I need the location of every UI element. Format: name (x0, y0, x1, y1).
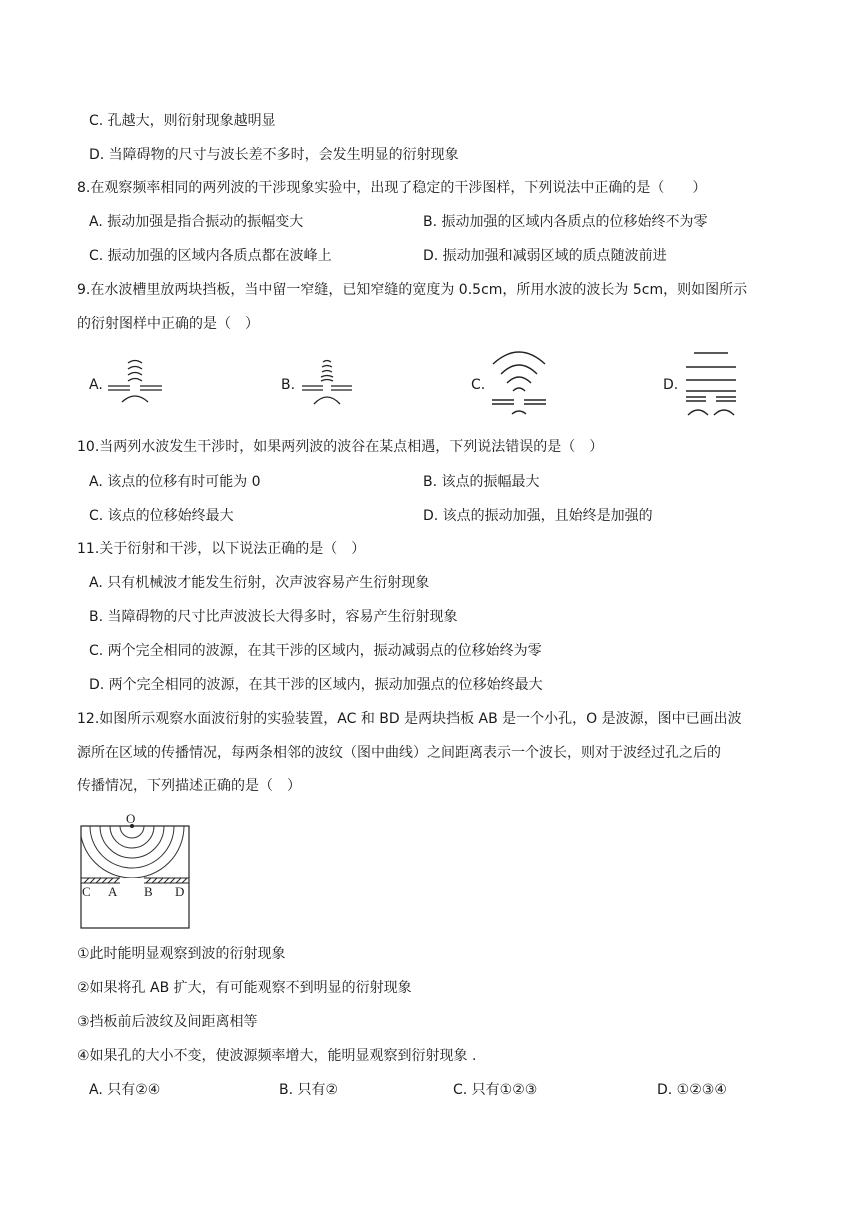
q12-stem-line3: 传播情况，下列描述正确的是（ ） (77, 778, 301, 794)
q10-option-c: C. 该点的位移始终最大 (89, 508, 234, 524)
q9-figure-b-label: B. (281, 377, 296, 393)
q8-stem: 8.在观察频率相同的两列波的干涉现象实验中，出现了稳定的干涉图样，下列说法中正确的是（ ） (77, 180, 707, 196)
q8-option-c: C. 振动加强的区域内各质点都在波峰上 (89, 248, 332, 264)
q9-figure-c (484, 340, 554, 420)
q7-option-c: C. 孔越大，则衍射现象越明显 (89, 113, 276, 129)
q9-stem-line2: 的衍射图样中正确的是（ ） (77, 316, 259, 332)
q12-option-c: C. 只有①②③ (453, 1082, 538, 1098)
q9-stem-line1: 9.在水波槽里放两块挡板，当中留一窄缝，已知窄缝的宽度为 0.5cm，所用水波的波长为 5cm，则如图所示 (77, 282, 748, 298)
q9-figure-c-label: C. (471, 377, 486, 393)
q12-option-d: D. ①②③④ (657, 1082, 727, 1098)
q9-figure-a-label: A. (89, 377, 103, 393)
q11-option-c: C. 两个完全相同的波源，在其干涉的区域内，振动减弱点的位移始终为零 (89, 643, 542, 659)
q11-stem: 11.关于衍射和干涉，以下说法正确的是（ ） (77, 541, 366, 557)
q10-stem: 10.当两列水波发生干涉时，如果两列波的波谷在某点相遇，下列说法错误的是（ ） (77, 439, 604, 455)
q12-label-d: D (175, 884, 185, 899)
q10-option-b: B. 该点的振幅最大 (423, 474, 540, 490)
q9-figure-b (292, 350, 362, 420)
q9-figure-d-label: D. (663, 377, 679, 393)
q8-option-b: B. 振动加强的区域内各质点的位移始终不为零 (423, 214, 708, 230)
q11-option-a: A. 只有机械波才能发生衍射，次声波容易产生衍射现象 (89, 575, 430, 591)
q12-option-a: A. 只有②④ (89, 1082, 161, 1098)
q8-option-a: A. 振动加强是指合振动的振幅变大 (89, 214, 304, 230)
q12-statement-4: ④如果孔的大小不变，使波源频率增大，能明显观察到衍射现象 . (77, 1048, 477, 1064)
q12-label-a: A (108, 884, 118, 899)
q8-option-d: D. 振动加强和减弱区域的质点随波前进 (423, 248, 667, 264)
q12-label-o: O (126, 811, 136, 826)
q12-label-b: B (144, 884, 153, 899)
q7-option-d: D. 当障碍物的尺寸与波长差不多时，会发生明显的衍射现象 (89, 147, 459, 163)
q12-stem-line2: 源所在区域的传播情况，每两条相邻的波纹（图中曲线）之间距离表示一个波长，则对于波经过孔之后的 (77, 745, 721, 761)
q10-option-d: D. 该点的振动加强，且始终是加强的 (423, 508, 653, 524)
q11-option-d: D. 两个完全相同的波源，在其干涉的区域内，振动加强点的位移始终最大 (89, 677, 543, 693)
q12-statement-3: ③挡板前后波纹及间距离相等 (77, 1014, 258, 1030)
q9-figure-a (100, 350, 170, 420)
q12-statement-2: ②如果将孔 AB 扩大，有可能观察不到明显的衍射现象 (77, 980, 412, 996)
q12-option-b: B. 只有② (279, 1082, 339, 1098)
q12-diffraction-apparatus-figure (76, 810, 196, 934)
q11-option-b: B. 当障碍物的尺寸比声波波长大得多时，容易产生衍射现象 (89, 609, 458, 625)
q12-label-c: C (82, 884, 91, 899)
q12-stem-line1: 12.如图所示观察水面波衍射的实验装置，AC 和 BD 是两块挡板 AB 是一个小孔，O 是波源，图中已画出波 (77, 711, 742, 727)
q9-figure-d (676, 343, 746, 423)
q10-option-a: A. 该点的位移有时可能为 0 (89, 474, 261, 490)
q12-statement-1: ①此时能明显观察到波的衍射现象 (77, 946, 286, 962)
